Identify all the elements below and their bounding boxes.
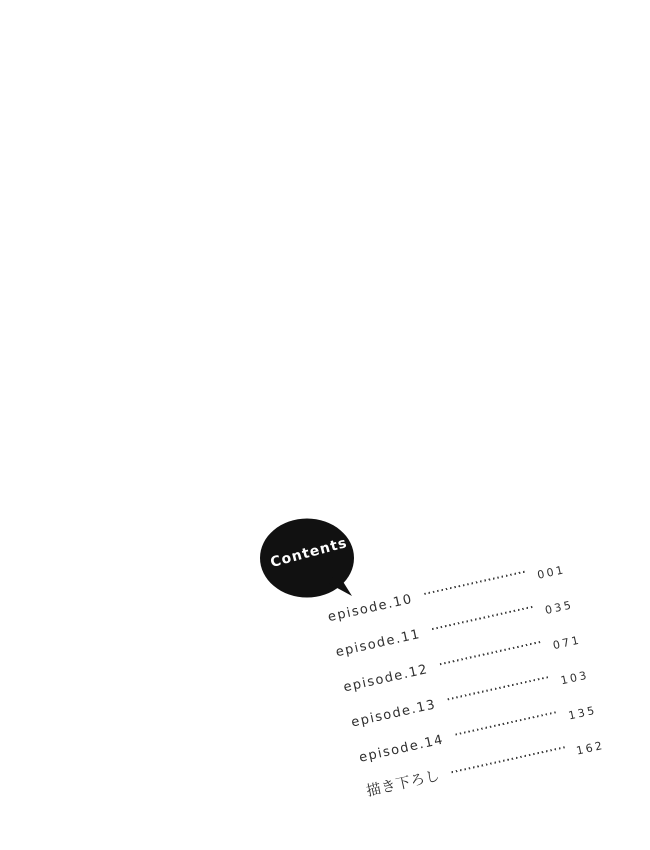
toc-entry-page-number: 135 (567, 703, 598, 723)
table-of-contents (322, 538, 605, 801)
toc-entry-label: episode.13 (349, 696, 438, 731)
toc-entry-page-number: 071 (551, 633, 583, 653)
toc-entry-page-number: 103 (559, 668, 591, 688)
contents-bubble-title: Contents (268, 535, 350, 571)
toc-entry-label: episode.11 (334, 626, 422, 661)
dotted-leader (451, 746, 565, 773)
toc-entry-page-number: 035 (543, 598, 575, 618)
toc-entry-label: episode.12 (342, 661, 430, 696)
toc-entry-label: 描き下ろし (365, 768, 442, 800)
toc-entry-label: episode.10 (326, 591, 415, 625)
toc-entry-page-number: 001 (536, 563, 567, 582)
toc-entry-page-number: 162 (575, 738, 606, 758)
toc-entry-label: episode.14 (357, 732, 446, 766)
